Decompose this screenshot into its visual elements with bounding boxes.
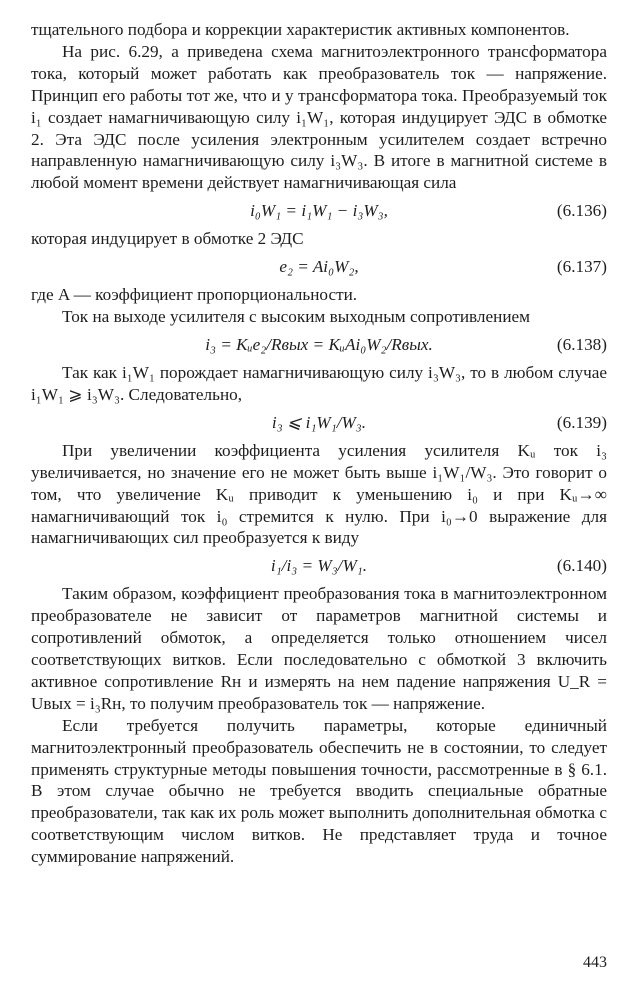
equation-formula: i₀W₁ = i₁W₁ − i₃W₃, <box>250 201 388 221</box>
equation-formula: i₃ = Kᵤe₂/Rвых = KᵤAi₀W₂/Rвых. <box>205 334 433 354</box>
page-body <box>31 19 607 868</box>
paragraph-5: Ток на выходе усилителя с высоким выходным сопротивлением <box>62 307 531 327</box>
paragraph-1: тщательного подбора и коррекции характеристик активных компонентов. <box>31 20 570 39</box>
equation-formula: i₁/i₃ = W₃/W₁. <box>270 556 368 576</box>
equation-6-136 <box>31 200 607 222</box>
equation-6-137 <box>31 256 607 278</box>
page-number: 443 <box>583 954 607 971</box>
paragraph-3: которая индуцирует в обмотке 2 ЭДС <box>31 229 304 249</box>
equation-number: (6.136) <box>556 201 607 221</box>
paragraph-8: Таким образом, коэффициент преобразования тока в магнитоэлектронном преобразователе не зависит от параметров магнитной системы и сопротивлений обмоток, а определяется только отношением чисел соответствующих витков. Если последовательно с обмоткой 3 включить активное сопротивление Rн и измерять на нем падение напряжения U_R = Uвых = i₃Rн, то получим преобразователь ток — напряжение. <box>31 584 607 713</box>
equation-number: (6.140) <box>556 556 607 576</box>
equation-number: (6.137) <box>556 257 607 277</box>
equation-6-138 <box>31 334 607 356</box>
paragraph-4: где A — коэффициент пропорциональности. <box>31 285 358 305</box>
equation-formula: e₂ = Ai₀W₂, <box>279 257 359 277</box>
paragraph-2: На рис. 6.29, а приведена схема магнитоэлектронного трансформатора тока, который может работать как преобразователь ток — напряжение. Принцип его работы тот же, что и у трансформатора тока. Преобразуемый ток i₁ создает намагничивающую силу i₁W₁, которая индуцирует ЭДС в обмотке 2. Эта ЭДС после усиления электронным усилителем создает встречно направленную намагничивающую силу i₃W₃. В итоге в магнитной системе в любой момент времени действует намагничивающая сила <box>31 41 607 193</box>
paragraph-7: При увеличении коэффициента усиления усилителя Kᵤ ток i₃ увеличивается, но значение его не может быть выше i₁W₁/W₃. Это говорит о том, что увеличение Kᵤ приводит к уменьшению i₀ и при Kᵤ→∞ намагничивающий ток i₀ стремится к нулю. При i₀→0 выражение для намагничивающих сил преобразуется к виду <box>31 440 607 548</box>
equation-6-140 <box>31 555 607 577</box>
equation-6-139 <box>31 412 607 434</box>
equation-number: (6.139) <box>556 412 607 432</box>
equation-formula: i₃ ⩽ i₁W₁/W₃. <box>271 412 367 432</box>
paragraph-6: Так как i₁W₁ порождает намагничивающую силу i₃W₃, то в любом случае i₁W₁ ⩾ i₃W₃. Следовательно, <box>31 362 607 404</box>
equation-number: (6.138) <box>556 334 607 354</box>
paragraph-9: Если требуется получить параметры, которые единичный магнитоэлектронный преобразователь обеспечить не в состоянии, то следует применять структурные методы повышения точности, рассмотренные в § 6.1. В этом случае обычно не требуется вводить специальные обратные преобразователи, так как их роль может выполнить дополнительная обмотка с соответствующим числом витков. Не представляет труда и точное суммирование напряжений. <box>31 715 607 867</box>
